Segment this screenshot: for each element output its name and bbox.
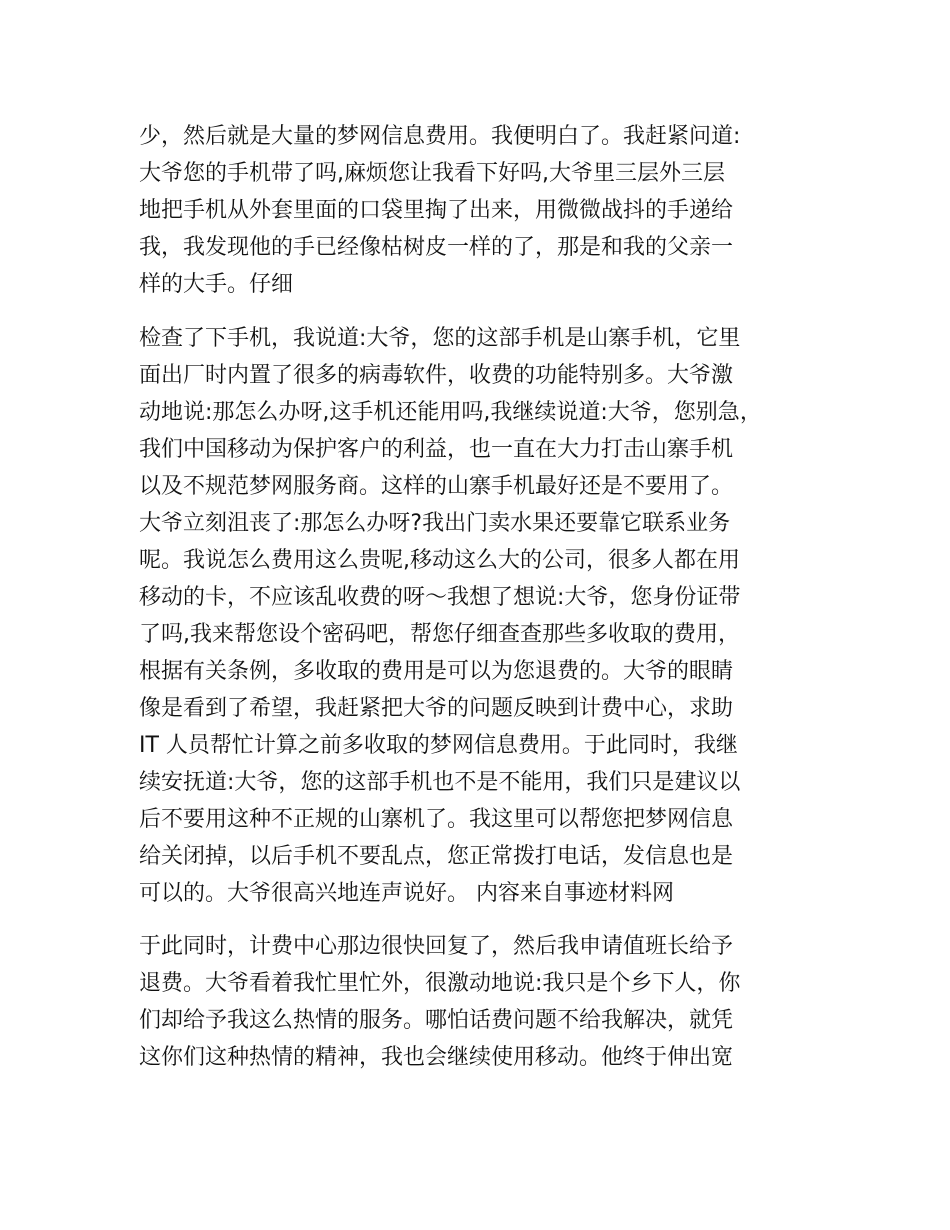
text-line: 根据有关条例，多收取的费用是可以为您退费的。大爷的眼睛 <box>139 659 734 684</box>
text-line: 给关闭掉，以后手机不要乱点，您正常拨打电话，发信息也是 <box>139 844 734 869</box>
paragraph-3 <box>139 928 819 1076</box>
text-line: 像是看到了希望，我赶紧把大爷的问题反映到计费中心，求助 <box>139 696 734 721</box>
text-line: 我，我发现他的手已经像枯树皮一样的了，那是和我的父亲一 <box>139 235 734 260</box>
text-line: 我们中国移动为保护客户的利益，也一直在大力打击山寨手机 <box>139 437 734 462</box>
paragraph-1 <box>139 118 819 303</box>
text-line: 以及不规范梦网服务商。这样的山寨手机最好还是不要用了。 <box>139 474 734 499</box>
text-line: 这你们这种热情的精神，我也会继续使用移动。他终于伸出宽 <box>139 1045 734 1070</box>
text-line: IT 人员帮忙计算之前多收取的梦网信息费用。于此同时，我继 <box>139 733 738 758</box>
text-line: 地把手机从外套里面的口袋里掏了出来，用微微战抖的手递给 <box>139 198 734 223</box>
text-line: 移动的卡，不应该乱收费的呀～我想了想说:大爷，您身份证带 <box>139 585 741 610</box>
text-line: 后不要用这种不正规的山寨机了。我这里可以帮您把梦网信息 <box>139 807 734 832</box>
text-line: 退费。大爷看着我忙里忙外，很激动地说:我只是个乡下人，你 <box>139 971 741 996</box>
text-line: 大爷立刻沮丧了:那怎么办呀?我出门卖水果还要靠它联系业务 <box>139 511 731 536</box>
text-line: 检查了下手机，我说道:大爷，您的这部手机是山寨手机，它里 <box>139 326 741 351</box>
text-line: 们却给予我这么热情的服务。哪怕话费问题不给我解决，就凭 <box>139 1008 734 1033</box>
text-line: 了吗,我来帮您设个密码吧，帮您仔细查查那些多收取的费用， <box>139 622 740 647</box>
text-line: 大爷您的手机带了吗,麻烦您让我看下好吗,大爷里三层外三层 <box>139 161 725 186</box>
text-line: 呢。我说怎么费用这么贵呢,移动这么大的公司，很多人都在用 <box>139 548 740 573</box>
text-line: 面出厂时内置了很多的病毒软件，收费的功能特别多。大爷激 <box>139 363 734 388</box>
text-line: 可以的。大爷很高兴地连声说好。 内容来自事迹材料网 <box>139 881 674 906</box>
text-line: 动地说:那怎么办呀,这手机还能用吗,我继续说道:大爷，您别急， <box>139 400 762 425</box>
text-line: 样的大手。仔细 <box>139 272 294 297</box>
paragraph-2 <box>139 320 819 912</box>
text-line: 续安抚道:大爷，您的这部手机也不是不能用，我们只是建议以 <box>139 770 741 795</box>
text-line: 于此同时，计费中心那边很快回复了，然后我申请值班长给予 <box>139 934 734 959</box>
text-line: 少，然后就是大量的梦网信息费用。我便明白了。我赶紧问道: <box>139 124 741 149</box>
